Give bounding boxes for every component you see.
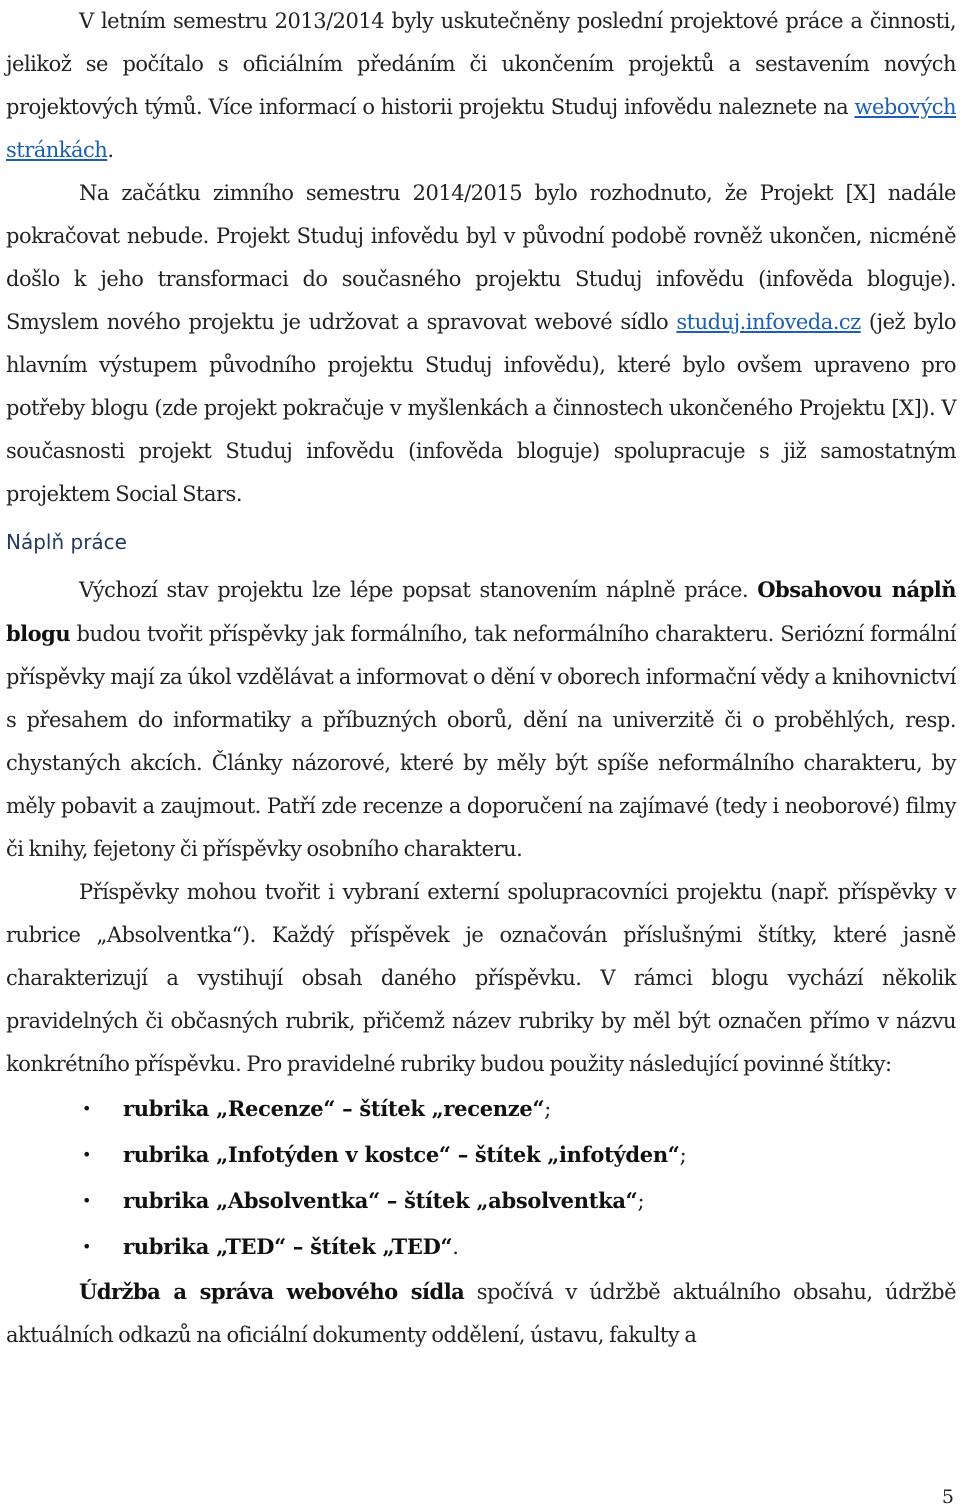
paragraph-transformation (6, 172, 956, 516)
document-page (6, 0, 956, 1357)
transformation-text: Na začátku zimního semestru 2014/2015 bylo rozhodnuto, že Projekt [X] nadále pokračovat nebude. Projekt Studuj infovědu byl v původní podobě rovněž ukončen, nicméně došlo k jeho transformaci do současného projektu Studuj infovědu (infověda bloguje). Smyslem nového projektu je udržovat a spravovat webové sídlo (6, 181, 956, 334)
transformation-text-end: (jež bylo hlavním výstupem původního projektu Studuj infovědu), které bylo ovšem upraveno pro potřeby blogu (zde projekt pokračuje v myšlenkách a činnostech ukončeného Projektu [X]). V současnosti projekt Studuj infovědu (infověda bloguje) spolupracuje s již samostatným projektem Social Stars. (6, 310, 956, 506)
tag-item-label: rubrika „Infotýden v kostce“ – štítek „infotýden“ (123, 1142, 680, 1167)
list-item (6, 1132, 956, 1178)
tag-list (6, 1086, 956, 1270)
tag-item-end: ; (679, 1143, 687, 1167)
bullet-icon: • (82, 1237, 92, 1256)
infoveda-link[interactable]: studuj.infoveda.cz (676, 310, 861, 334)
tag-item-end: . (452, 1235, 459, 1259)
page-number: 5 (941, 1486, 954, 1508)
content-scope-bold: Obsahovou náplň blogu (6, 577, 956, 646)
bullet-icon: • (82, 1145, 92, 1164)
paragraph-history (6, 0, 956, 172)
content-scope-text: budou tvořit příspěvky jak formálního, tak neformálního charakteru. Seriózní formální příspěvky mají za úkol vzdělávat a informovat o dění v oborech informační vědy a knihovnictví s přesahem do informatiky a příbuzných oborů, dění na univerzitě či o proběhlých, resp. chystaných akcích. Články názorové, které by měly být spíše neformálního charakteru, by měly pobavit a zaujmout. Patří zde recenze a doporučení na zajímavé (tedy i neoborové) filmy či knihy, fejetony či příspěvky osobního charakteru. (6, 622, 956, 861)
list-item (6, 1224, 956, 1270)
maintenance-text: spočívá v údržbě aktuálního obsahu, údržbě aktuálních odkazů na oficiální dokumenty oddělení, ústavu, fakulty a (6, 1280, 956, 1347)
history-text: V letním semestru 2013/2014 byly uskutečněny poslední projektové práce a činnosti, jelikož se počítalo s oficiálním předáním či ukončením projektů a sestavením nových projektových týmů. Více informací o historii projektu Studuj infovědu naleznete na (6, 9, 956, 119)
tag-item-end: ; (637, 1189, 645, 1213)
paragraph-maintenance (6, 1270, 956, 1357)
tag-item-label: rubrika „Recenze“ – štítek „recenze“ (123, 1096, 545, 1121)
tag-item-label: rubrika „Absolventka“ – štítek „absolventka“ (123, 1188, 638, 1213)
list-item (6, 1086, 956, 1132)
section-heading-naplne-prace: Náplň práce (6, 530, 127, 554)
tag-item-end: ; (544, 1097, 552, 1121)
tag-item-label: rubrika „TED“ – štítek „TED“ (123, 1234, 453, 1259)
web-pages-link[interactable]: webových stránkách (6, 95, 956, 162)
list-item (6, 1178, 956, 1224)
bullet-icon: • (82, 1191, 92, 1210)
bullet-icon: • (82, 1099, 92, 1118)
maintenance-bold: Údržba a správa webového sídla (79, 1279, 465, 1304)
paragraph-content-scope (6, 568, 956, 871)
content-scope-intro: Výchozí stav projektu lze lépe popsat stanovením náplně práce. (79, 578, 758, 602)
paragraph-external-contributors: Příspěvky mohou tvořit i vybraní externí spolupracovníci projektu (např. příspěvky v rubrice „Absolventka“). Každý příspěvek je označován příslušnými štítky, které jasně charakterizují a vystihují obsah daného příspěvku. V rámci blogu vychází několik pravidelných či občasných rubrik, přičemž název rubriky by měl být označen přímo v názvu konkrétního příspěvku. Pro pravidelné rubriky budou použity následující povinné štítky: (6, 880, 956, 1076)
history-text-end: . (107, 138, 114, 162)
